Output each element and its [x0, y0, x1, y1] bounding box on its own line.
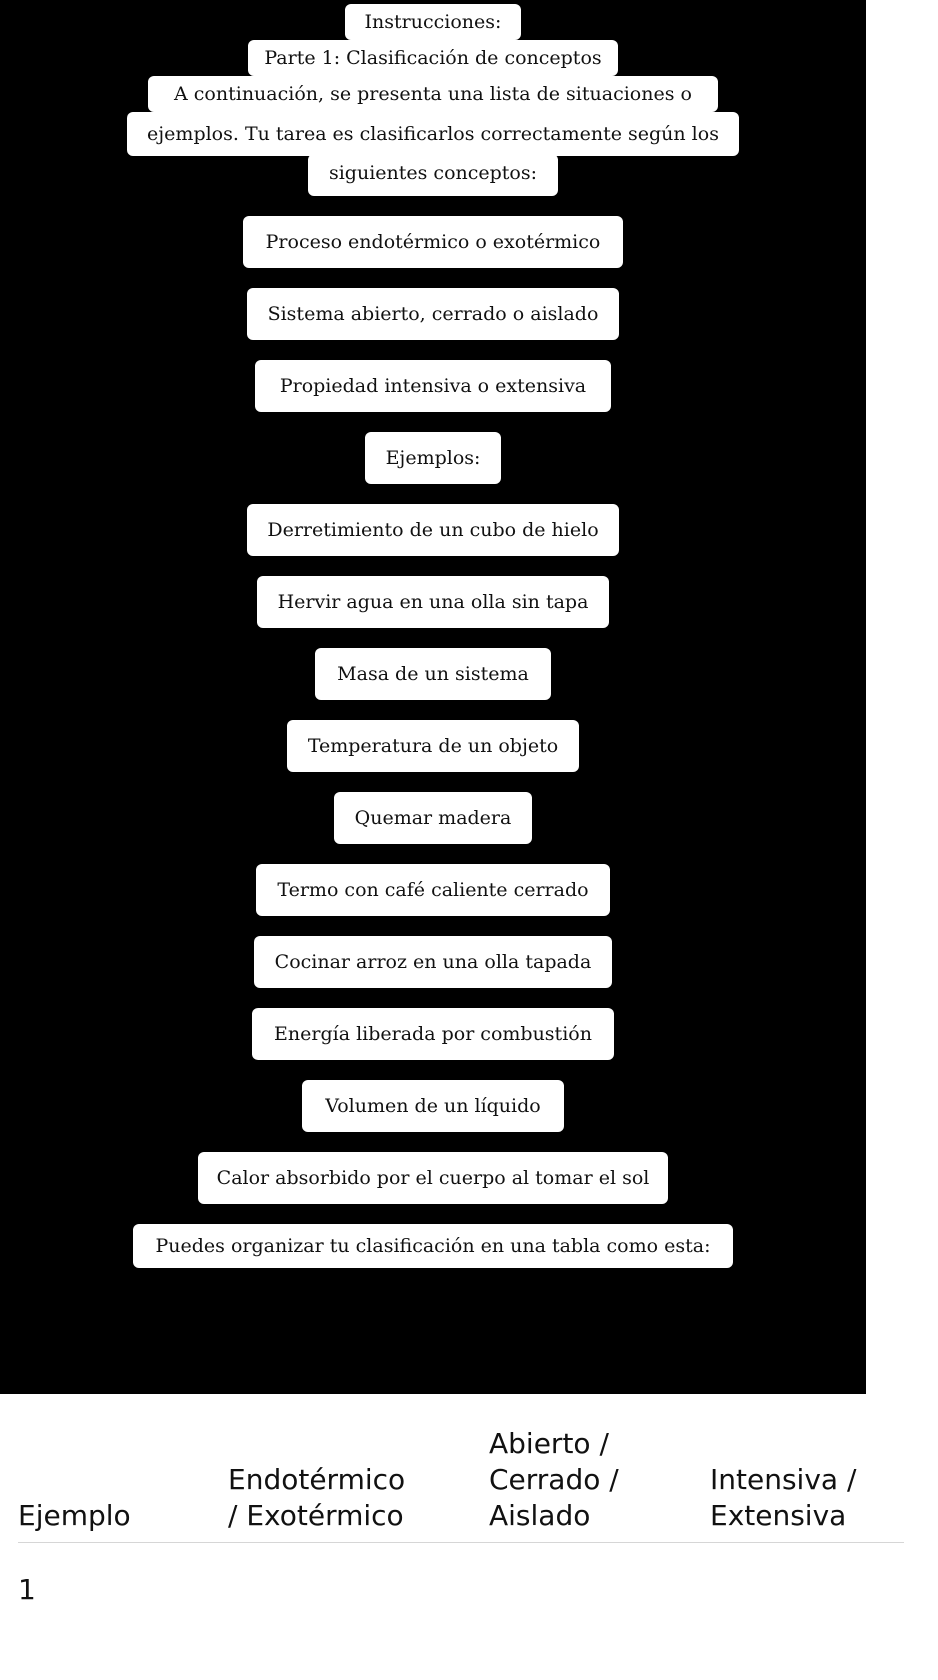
column-header-abierto-cerrado-aislado: Abierto / Cerrado / Aislado	[489, 1427, 619, 1532]
example-item: Energía liberada por combustión	[252, 1008, 614, 1060]
example-item: Volumen de un líquido	[302, 1080, 564, 1132]
instructions-line-3: siguientes conceptos:	[308, 154, 558, 196]
instructions-title: Instrucciones:	[345, 4, 521, 40]
concept-item: Propiedad intensiva o extensiva	[255, 360, 611, 412]
concept-item: Proceso endotérmico o exotérmico	[243, 216, 623, 268]
instructions-line-1: A continuación, se presenta una lista de situaciones o	[148, 76, 718, 112]
column-header-intensiva-extensiva: Intensiva / Extensiva	[710, 1463, 857, 1532]
instructions-part: Parte 1: Clasificación de conceptos	[248, 40, 618, 76]
column-header-ejemplo: Ejemplo	[18, 1499, 131, 1532]
example-item: Temperatura de un objeto	[287, 720, 579, 772]
example-item: Termo con café caliente cerrado	[256, 864, 610, 916]
table-intro: Puedes organizar tu clasificación en una tabla como esta:	[133, 1224, 733, 1268]
instructions-line-2: ejemplos. Tu tarea es clasificarlos correctamente según los	[127, 112, 739, 156]
example-item: Cocinar arroz en una olla tapada	[254, 936, 612, 988]
column-header-endotermico-exotermico: Endotérmico / Exotérmico	[228, 1463, 406, 1532]
example-item: Calor absorbido por el cuerpo al tomar el sol	[198, 1152, 668, 1204]
examples-heading: Ejemplos:	[365, 432, 501, 484]
example-item: Derretimiento de un cubo de hielo	[247, 504, 619, 556]
example-item: Masa de un sistema	[315, 648, 551, 700]
table-cell: 1	[18, 1573, 36, 1606]
concept-item: Sistema abierto, cerrado o aislado	[247, 288, 619, 340]
header-divider	[18, 1542, 904, 1543]
example-item: Hervir agua en una olla sin tapa	[257, 576, 609, 628]
example-item: Quemar madera	[334, 792, 532, 844]
